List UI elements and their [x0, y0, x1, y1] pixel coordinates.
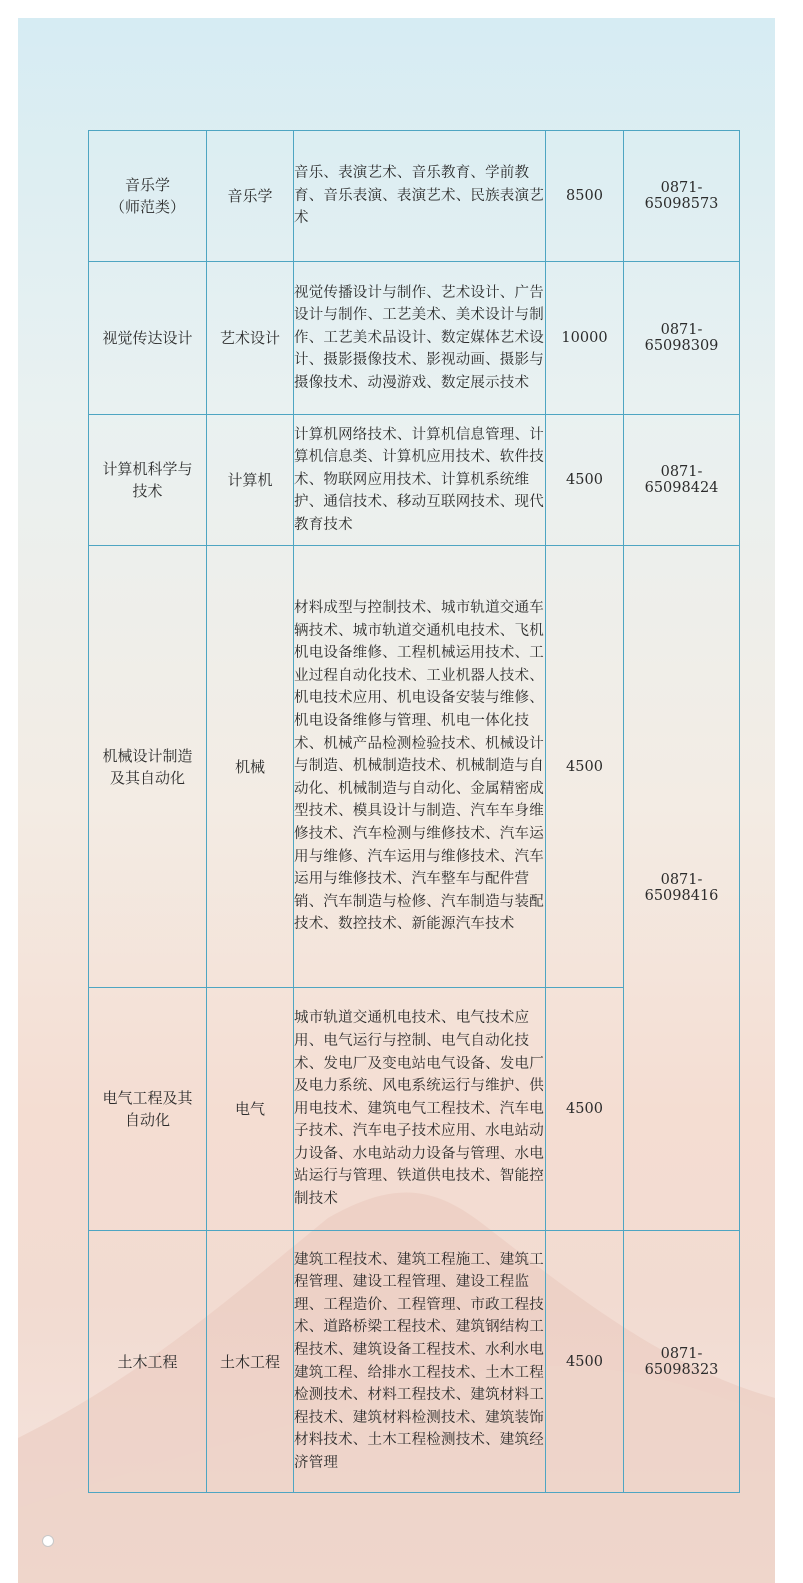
tuition-fee: 4500 [546, 546, 624, 988]
major-name: 计算机科学与 技术 [89, 415, 207, 546]
table-row [89, 262, 740, 415]
tuition-fee: 4500 [546, 988, 624, 1231]
major-category: 计算机 [207, 415, 294, 546]
major-name: 电气工程及其 自动化 [89, 988, 207, 1231]
contact-phone: 0871-65098573 [624, 131, 740, 262]
contact-phone: 0871-65098323 [624, 1231, 740, 1493]
related-majors: 材料成型与控制技术、城市轨道交通车辆技术、城市轨道交通机电技术、飞机机电设备维修、工程机械运用技术、工业过程自动化技术、工业机器人技术、机电技术应用、机电设备安装与维修、机电设备维修与管理、机电一体化技术、机械产品检测检验技术、机械设计与制造、机械制造技术、机械制造与自动化、机械制造与自动化、金属精密成型技术、模具设计与制造、汽车车身维修技术、汽车检测与维修技术、汽车运用与维修、汽车运用与维修技术、汽车运用与维修技术、汽车整车与配件营销、汽车制造与检修、汽车制造与装配技术、数控技术、新能源汽车技术 [294, 546, 546, 988]
poster-background [18, 18, 775, 1583]
major-category: 音乐学 [207, 131, 294, 262]
decorative-dot [42, 1535, 54, 1547]
tuition-fee: 4500 [546, 1231, 624, 1493]
related-majors: 音乐、表演艺术、音乐教育、学前教育、音乐表演、表演艺术、民族表演艺术 [294, 131, 546, 262]
major-name: 音乐学 （师范类） [89, 131, 207, 262]
table-row [89, 415, 740, 546]
major-name: 机械设计制造 及其自动化 [89, 546, 207, 988]
contact-phone: 0871-65098309 [624, 262, 740, 415]
related-majors: 视觉传播设计与制作、艺术设计、广告设计与制作、工艺美术、美术设计与制作、工艺美术品设计、数定媒体艺术设计、摄影摄像技术、影视动画、摄影与摄像技术、动漫游戏、数定展示技术 [294, 262, 546, 415]
related-majors: 计算机网络技术、计算机信息管理、计算机信息类、计算机应用技术、软件技术、物联网应用技术、计算机系统维护、通信技术、移动互联网技术、现代教育技术 [294, 415, 546, 546]
related-majors: 城市轨道交通机电技术、电气技术应用、电气运行与控制、电气自动化技术、发电厂及变电站电气设备、发电厂及电力系统、风电系统运行与维护、供用电技术、建筑电气工程技术、汽车电子技术、汽车电子技术应用、水电站动力设备、水电站动力设备与管理、水电站运行与管理、铁道供电技术、智能控制技术 [294, 988, 546, 1231]
major-category: 艺术设计 [207, 262, 294, 415]
tuition-fee: 4500 [546, 415, 624, 546]
major-category: 土木工程 [207, 1231, 294, 1493]
tuition-fee: 8500 [546, 131, 624, 262]
major-name: 视觉传达设计 [89, 262, 207, 415]
table-row [89, 131, 740, 262]
contact-phone: 0871-65098424 [624, 415, 740, 546]
tuition-fee: 10000 [546, 262, 624, 415]
major-name: 土木工程 [89, 1231, 207, 1493]
contact-phone: 0871-65098416 [624, 546, 740, 1231]
related-majors: 建筑工程技术、建筑工程施工、建筑工程管理、建设工程管理、建设工程监理、工程造价、工程管理、市政工程技术、道路桥梁工程技术、建筑钢结构工程技术、建筑设备工程技术、水利水电建筑工程、给排水工程技术、土木工程检测技术、材料工程技术、建筑材料工程技术、建筑材料检测技术、建筑装饰材料技术、土木工程检测技术、建筑经济管理 [294, 1231, 546, 1493]
major-category: 机械 [207, 546, 294, 988]
table-row [89, 546, 740, 988]
major-category: 电气 [207, 988, 294, 1231]
table-row [89, 1231, 740, 1493]
major-table [88, 130, 740, 1493]
